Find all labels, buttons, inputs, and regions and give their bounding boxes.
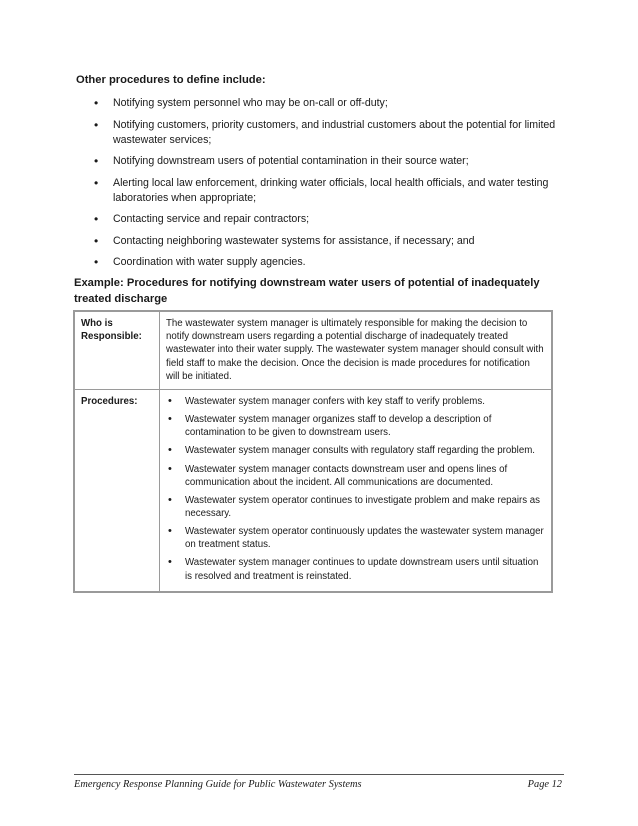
list-item-text: Notifying customers, priority customers, and industrial customers about the potential for limited wastewater services; (113, 118, 556, 146)
list-item (94, 234, 564, 249)
list-item-text: Contacting service and repair contractors; (113, 213, 310, 225)
bullet-icon: • (168, 444, 172, 457)
procedure-steps-list (166, 395, 545, 583)
list-item (166, 444, 545, 457)
bullet-icon: • (94, 233, 99, 248)
bullet-icon: • (168, 493, 172, 506)
bullet-icon: • (94, 175, 99, 190)
bullet-icon: • (168, 525, 172, 538)
page-footer (74, 779, 564, 790)
table-row (74, 311, 552, 390)
table-row (74, 390, 552, 592)
who-responsible-text: The wastewater system manager is ultimately responsible for making the decision to notify downstream users regarding a potential discharge of inadequately treated wastewater into their water supply. The wastewater system manager should consult with field staff to make the decision. Once the decision is made procedures for notification will be initiated. (160, 311, 553, 390)
list-item (166, 463, 545, 489)
list-item-text: Coordination with water supply agencies. (113, 256, 306, 268)
bullet-icon: • (168, 413, 172, 426)
bullet-icon: • (94, 96, 99, 110)
list-item-text: Wastewater system manager continues to update downstream users until situation is resolved and treatment is reinstated. (185, 557, 539, 582)
example-title: Example: Procedures for notifying downstream water users of potential of inadequately treated discharge (74, 277, 540, 305)
list-item (166, 413, 545, 439)
procedures-label: Procedures: (74, 390, 160, 592)
footer-document-title: Emergency Response Planning Guide for Public Wastewater Systems (74, 779, 362, 790)
list-item-text: Wastewater system manager organizes staff to develop a description of contamination to be given to downstream users. (185, 414, 492, 439)
procedures-cell (160, 390, 553, 592)
bullet-icon: • (94, 154, 99, 168)
list-item (94, 212, 564, 227)
bullet-icon: • (94, 255, 99, 269)
list-item-text: Notifying system personnel who may be on-call or off-duty; (113, 97, 388, 109)
page-number: Page 12 (527, 779, 562, 790)
list-item-text: Wastewater system operator continuously updates the wastewater system manager on treatment status. (185, 526, 544, 551)
list-item-text: Wastewater system operator continues to investigate problem and make repairs as necessary. (185, 494, 541, 519)
list-item (94, 255, 564, 270)
list-item-text: Wastewater system manager contacts downstream user and opens lines of communication about the incident. All communications are documented. (185, 463, 508, 488)
list-item-text: Alerting local law enforcement, drinking water officials, local health officials, and water testing laboratories when appropriate; (113, 176, 549, 204)
list-item-text: Wastewater system manager consults with regulatory staff regarding the problem. (185, 445, 535, 457)
bullet-icon: • (94, 212, 99, 226)
procedures-bullet-list (94, 96, 564, 277)
list-item-text: Wastewater system manager confers with key staff to verify problems. (185, 396, 485, 408)
bullet-icon: • (168, 395, 172, 408)
list-item-text: Notifying downstream users of potential contamination in their source water; (113, 155, 469, 167)
list-item-text: Contacting neighboring wastewater systems for assistance, if necessary; and (113, 234, 475, 247)
bullet-icon: • (94, 117, 99, 132)
list-item (94, 96, 564, 111)
bullet-icon: • (168, 462, 172, 475)
list-item (94, 118, 564, 148)
list-item (166, 494, 545, 520)
section-heading: Other procedures to define include: (76, 74, 266, 86)
list-item (166, 556, 545, 582)
who-responsible-label: Who is Responsible: (74, 311, 160, 390)
procedures-table (73, 310, 553, 593)
list-item (94, 154, 564, 169)
list-item (94, 176, 564, 206)
footer-divider (74, 774, 564, 775)
list-item (166, 395, 545, 408)
bullet-icon: • (168, 556, 172, 569)
list-item (166, 525, 545, 551)
